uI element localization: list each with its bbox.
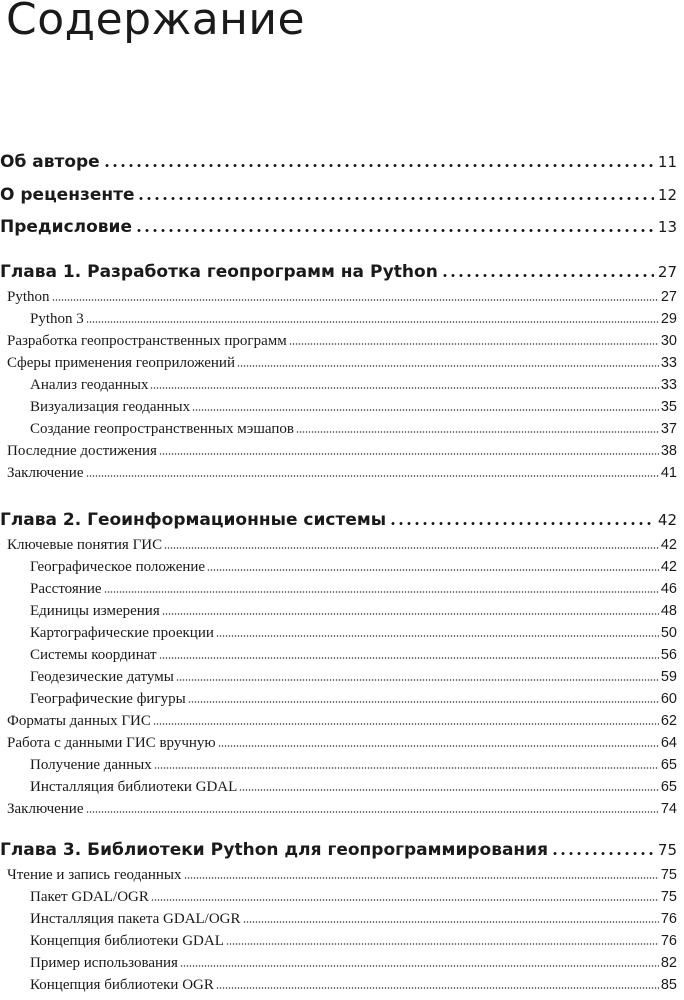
toc-entry-page-number: 41 [660,465,677,481]
toc-section-entry [0,443,677,460]
dot-leader [218,745,659,747]
dot-leader [151,899,659,901]
toc-entry-page-number: 48 [660,603,677,619]
toc-entry-page-number: 74 [660,801,677,817]
toc-entry-page-number: 82 [660,955,677,971]
dot-leader [289,343,659,345]
toc-entry-title: Инсталляция библиотеки GDAL [30,779,238,795]
toc-entry-title: Python 3 [30,311,84,327]
toc-entry-title: Получение данных [30,757,152,773]
toc-section-entry [0,867,677,884]
dot-leader [135,229,654,232]
dot-leader [237,365,659,367]
toc-entry-page-number: 76 [660,933,677,949]
dot-leader [137,197,653,200]
dot-leader [103,164,654,167]
toc-entry-title: Концепция библиотеки GDAL [30,933,224,949]
dot-leader [104,591,659,593]
dot-leader [243,921,659,923]
toc-entry-page-number: 75 [660,867,677,883]
toc-subsection-entry [0,757,677,774]
toc-subsection-entry [0,377,677,394]
toc-entry-title: Разработка геопространственных программ [7,333,287,349]
toc-entry-title: Python [7,289,50,305]
dot-leader [86,475,659,477]
toc-section-entry [0,333,677,350]
dot-leader [159,657,659,659]
toc-entry-page-number: 75 [657,841,677,859]
toc-section-entry [0,355,677,372]
toc-chapter-entry [0,152,677,172]
toc-section-entry [0,713,677,730]
toc-entry-page-number: 65 [660,757,677,773]
toc-entry-page-number: 60 [660,691,677,707]
dot-leader [239,789,659,791]
toc-entry-title: Картографические проекции [30,625,214,641]
dot-leader [86,811,659,813]
dot-leader [551,852,654,855]
toc-entry-title: Географические фигуры [30,691,186,707]
dot-leader [159,453,659,455]
toc-subsection-entry [0,311,677,328]
toc-entry-page-number: 59 [660,669,677,685]
toc-subsection-entry [0,559,677,576]
toc-chapter-entry [0,185,677,205]
toc-entry-title: Пример использования [30,955,178,971]
toc-subsection-entry [0,889,677,906]
toc-entry-title: Заключение [7,465,84,481]
toc-entry-page-number: 76 [660,911,677,927]
toc-entry-title: Концепция библиотеки OGR [30,977,214,993]
toc-entry-page-number: 42 [660,537,677,553]
toc-entry-title: Геодезические датумы [30,669,174,685]
toc-entry-page-number: 29 [660,311,677,327]
dot-leader [188,701,659,703]
dot-leader [52,299,659,301]
toc-entry-title: Глава 1. Разработка геопрограмм на Python [0,262,438,282]
toc-entry-title: Инсталляция пакета GDAL/OGR [30,911,241,927]
toc-section-entry [0,289,677,306]
toc-entry-title: Географическое положение [30,559,206,575]
toc-subsection-entry [0,399,677,416]
toc-subsection-entry [0,669,677,686]
toc-chapter-entry [0,840,677,860]
toc-entry-page-number: 75 [660,889,677,905]
dot-leader [184,877,659,879]
toc-subsection-entry [0,977,677,994]
toc-entry-page-number: 64 [660,735,677,751]
dot-leader [216,987,659,989]
dot-leader [154,767,659,769]
toc-entry-page-number: 33 [660,355,677,371]
toc-entry-title: Ключевые понятия ГИС [7,537,163,553]
dot-leader [180,965,659,967]
toc-entry-title: Визуализация геоданных [30,399,191,415]
toc-entry-title: Создание геопространственных мэшапов [30,421,294,437]
toc-entry-title: Чтение и запись геоданных [7,867,182,883]
toc-entry-page-number: 46 [660,581,677,597]
toc-subsection-entry [0,933,677,950]
toc-subsection-entry [0,691,677,708]
toc-entry-page-number: 56 [660,647,677,663]
toc-entry-page-number: 35 [660,399,677,415]
toc-entry-title: Единицы измерения [30,603,160,619]
toc-subsection-entry [0,911,677,928]
toc-section-entry [0,801,677,818]
toc-entry-title: Заключение [7,801,84,817]
dot-leader [150,387,658,389]
toc-entry-title: Расстояние [30,581,102,597]
toc-subsection-entry [0,581,677,598]
dot-leader [162,613,659,615]
toc-entry-page-number: 85 [660,977,677,993]
toc-subsection-entry [0,603,677,620]
toc-entry-page-number: 42 [657,511,677,529]
toc-entry-title: О рецензенте [0,185,135,205]
toc-subsection-entry [0,647,677,664]
toc-subsection-entry [0,955,677,972]
toc-entry-page-number: 65 [660,779,677,795]
dot-leader [226,943,659,945]
toc-section-entry [0,465,677,482]
toc-subsection-entry [0,421,677,438]
dot-leader [192,409,659,411]
toc-entry-page-number: 27 [657,263,677,281]
toc-entry-page-number: 13 [657,218,677,236]
toc-entry-title: Об авторе [0,152,100,172]
toc-entry-page-number: 27 [660,289,677,305]
toc-entry-title: Пакет GDAL/OGR [30,889,149,905]
toc-subsection-entry [0,625,677,642]
toc-section-entry [0,735,677,752]
dot-leader [207,569,659,571]
toc-entry-title: Анализ геоданных [30,377,149,393]
dot-leader [296,431,659,433]
toc-entry-page-number: 30 [660,333,677,349]
toc-entry-page-number: 42 [660,559,677,575]
toc-chapter-entry [0,510,677,530]
toc-entry-page-number: 62 [660,713,677,729]
toc-entry-page-number: 12 [657,186,677,204]
dot-leader [441,274,654,277]
toc-entry-page-number: 11 [657,153,677,171]
toc-entry-title: Системы координат [30,647,157,663]
toc-entry-title: Работа с данными ГИС вручную [7,735,216,751]
toc-entry-title: Форматы данных ГИС [7,713,151,729]
toc-chapter-entry [0,262,677,282]
toc-entry-title: Глава 2. Геоинформационные системы [0,510,387,530]
dot-leader [216,635,659,637]
toc-entry-title: Сферы применения геоприложений [7,355,235,371]
toc-entry-title: Глава 3. Библиотеки Python для геопрограммирования [0,840,549,860]
toc-section-entry [0,537,677,554]
toc-entry-title: Предисловие [0,217,132,237]
dot-leader [176,679,659,681]
toc-subsection-entry [0,779,677,796]
toc-entry-page-number: 33 [660,377,677,393]
page-title: Содержание [6,0,306,45]
dot-leader [389,522,654,525]
dot-leader [153,723,659,725]
dot-leader [86,321,659,323]
toc-chapter-entry [0,217,677,237]
dot-leader [164,547,659,549]
toc-entry-page-number: 38 [660,443,677,459]
toc-entry-page-number: 50 [660,625,677,641]
toc-entry-page-number: 37 [660,421,677,437]
toc-entry-title: Последние достижения [7,443,157,459]
